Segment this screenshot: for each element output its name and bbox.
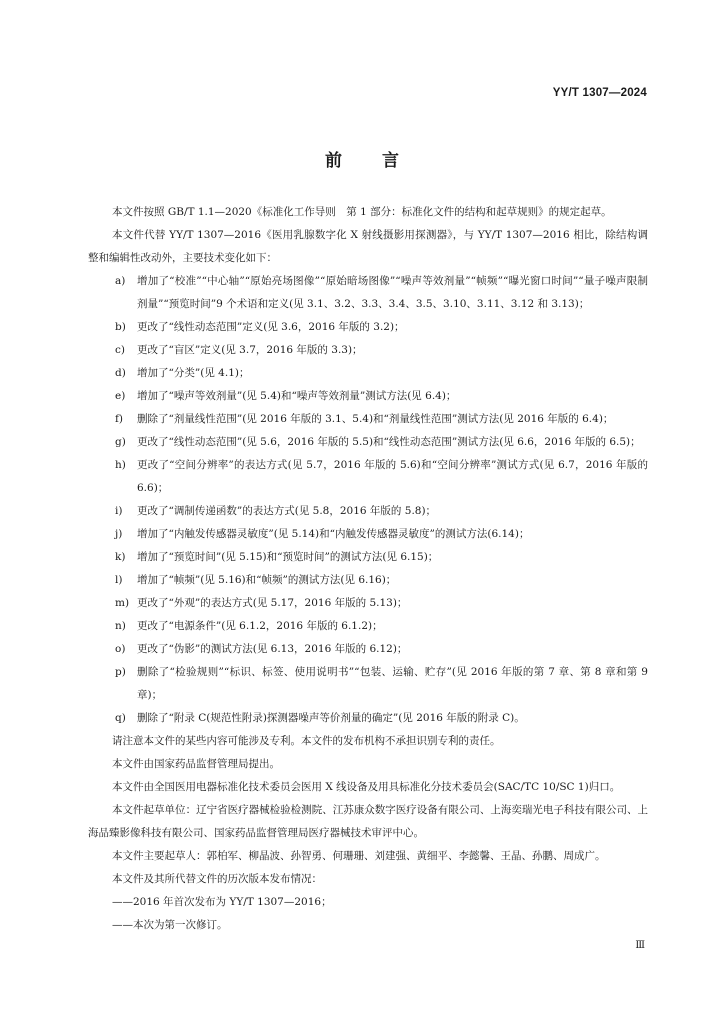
version-history-intro: 本文件及其所代替文件的历次版本发布情况：	[112, 873, 322, 885]
list-item-text: 删除了“附录 C(规范性附录)探测器噪声等价剂量的确定”(见 2016 年版的附录 C)。	[137, 712, 525, 724]
list-marker: b)	[115, 321, 126, 333]
list-item	[88, 661, 648, 707]
list-marker: n)	[115, 620, 126, 632]
version-history-item: ——本次为第一次修订。	[112, 919, 228, 931]
list-marker: p)	[115, 666, 126, 678]
foreword-body	[88, 201, 648, 937]
list-marker: i)	[115, 505, 123, 517]
list-item	[88, 638, 648, 661]
list-marker: h)	[115, 459, 126, 471]
list-item	[88, 408, 648, 431]
committee-statement: 本文件由全国医用电器标准化技术委员会医用 X 线设备及用具标准化分技术委员会(SAC/TC 10/SC 1)归口。	[112, 781, 621, 793]
list-marker: f)	[115, 413, 123, 425]
list-marker: q)	[115, 712, 126, 724]
list-marker: g)	[115, 436, 126, 448]
list-item	[88, 362, 648, 385]
paragraph-drafting-rules: 本文件按照 GB/T 1.1—2020《标准化工作导则 第 1 部分：标准化文件的结构和起草规则》的规定起草。	[112, 206, 612, 218]
list-item-text: 增加了“噪声等效剂量”(见 5.4)和“噪声等效剂量”测试方法(见 6.4)；	[137, 390, 457, 402]
paragraph-replacement: 本文件代替 YY/T 1307—2016《医用乳腺数字化 X 射线摄影用探测器》，与 YY/T 1307—2016 相比，除结构调整和编辑性改动外，主要技术变化如下：	[88, 229, 648, 264]
list-item	[88, 339, 648, 362]
main-drafters: 本文件主要起草人：郭柏军、柳晶波、孙智勇、何珊珊、刘建强、黄细平、李懿馨、王晶、孙鹏、周成广。	[112, 850, 606, 862]
list-marker: m)	[115, 597, 130, 609]
list-marker: a)	[115, 275, 126, 287]
list-marker: k)	[115, 551, 126, 563]
list-item-text: 更改了“空间分辨率”的表达方式(见 5.7，2016 年版的 5.6)和“空间分辨率”测试方式(见 6.7，2016 年版的 6.6)；	[137, 459, 648, 494]
list-item-text: 更改了“调制传递函数”的表达方式(见 5.8，2016 年版的 5.8)；	[137, 505, 437, 517]
list-marker: d)	[115, 367, 126, 379]
version-history-item: ——2016 年首次发布为 YY/T 1307—2016；	[112, 896, 332, 908]
list-item-text: 增加了“校准”“中心轴”“原始亮场图像”“原始暗场图像”“噪声等效剂量”“帧频”“曝光窗口时间”“量子噪声限制剂量”“预览时间”9 个术语和定义(见 3.1、3.2、3.3、3.4、3.5、3.10、3.11、3.12 和 3.13)；	[137, 275, 648, 310]
list-item-text: 更改了“线性动态范围”(见 5.6，2016 年版的 5.5)和“线性动态范围”测试方法(见 6.6，2016 年版的 6.5)；	[137, 436, 641, 448]
list-item-text: 更改了“伪影”的测试方法(见 6.13，2016 年版的 6.12)；	[137, 643, 408, 655]
list-item-text: 增加了“预览时间”(见 5.15)和“预览时间”的测试方法(见 6.15)；	[137, 551, 439, 563]
list-item	[88, 615, 648, 638]
proposer-statement: 本文件由国家药品监督管理局提出。	[112, 758, 280, 770]
changes-list	[88, 270, 648, 730]
list-item-text: 增加了“分类”(见 4.1)；	[137, 367, 250, 379]
list-item-text: 增加了“帧频”(见 5.16)和“帧频”的测试方法(见 6.16)；	[137, 574, 397, 586]
list-item	[88, 592, 648, 615]
list-item	[88, 546, 648, 569]
page-title: 前言	[325, 151, 439, 171]
drafting-units: 本文件起草单位：辽宁省医疗器械检验检测院、江苏康众数字医疗设备有限公司、上海奕瑞光电子科技有限公司、上海品臻影像科技有限公司、国家药品监督管理局医疗器械技术审评中心。	[88, 804, 648, 839]
list-item	[88, 270, 648, 316]
list-item-text: 更改了“电源条件”(见 6.1.2，2016 年版的 6.1.2)；	[137, 620, 383, 632]
list-marker: o)	[115, 643, 126, 655]
list-item-text: 更改了“线性动态范围”定义(见 3.6，2016 年版的 3.2)；	[137, 321, 405, 333]
list-marker: c)	[115, 344, 125, 356]
standard-code: YY/T 1307—2024	[552, 87, 647, 99]
list-marker: l)	[115, 574, 123, 586]
list-marker: e)	[115, 390, 126, 402]
list-item	[88, 431, 648, 454]
list-item-text: 更改了“盲区”定义(见 3.7，2016 年版的 3.3)；	[137, 344, 363, 356]
patent-notice: 请注意本文件的某些内容可能涉及专利。本文件的发布机构不承担识别专利的责任。	[112, 735, 501, 747]
list-item-text: 增加了“内触发传感器灵敏度”(见 5.14)和“内触发传感器灵敏度”的测试方法(6.14)；	[137, 528, 530, 540]
list-item	[88, 385, 648, 408]
list-item	[88, 500, 648, 523]
list-item	[88, 454, 648, 500]
list-item	[88, 707, 648, 730]
list-item	[88, 523, 648, 546]
list-marker: j)	[115, 528, 123, 540]
list-item-text: 删除了“剂量线性范围”(见 2016 年版的 3.1、5.4)和“剂量线性范围”测试方法(见 2016 年版的 6.4)；	[137, 413, 614, 425]
page-number: Ⅲ	[635, 940, 645, 951]
list-item	[88, 569, 648, 592]
list-item-text: 删除了“检验规则”“标识、标签、使用说明书”“包装、运输、贮存”(见 2016 年版的第 7 章、第 8 章和第 9 章)；	[137, 666, 648, 701]
list-item	[88, 316, 648, 339]
list-item-text: 更改了“外观”的表达方式(见 5.17，2016 年版的 5.13)；	[137, 597, 408, 609]
